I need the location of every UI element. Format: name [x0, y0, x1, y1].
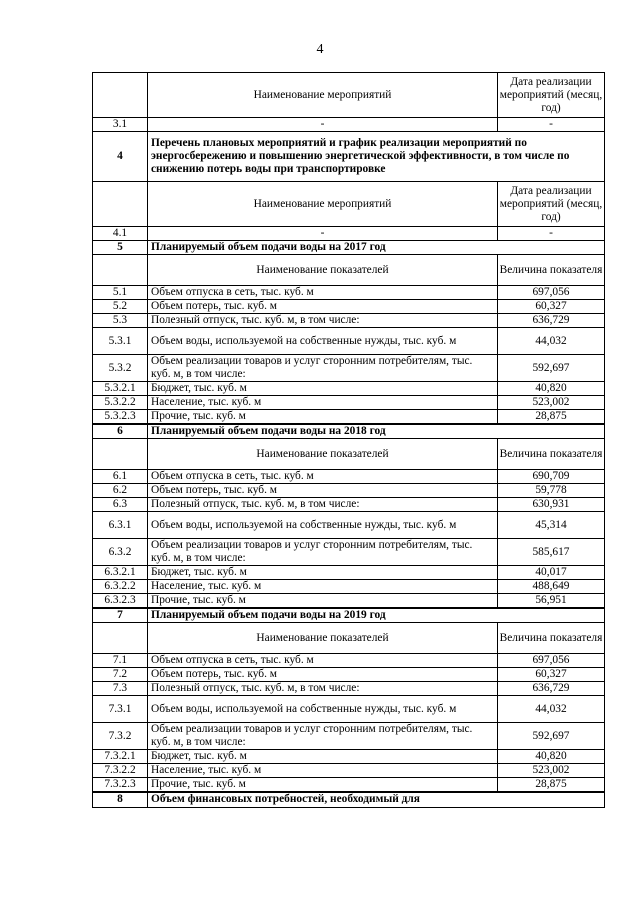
row-number: 5.3 — [93, 314, 148, 328]
table-row — [93, 118, 605, 132]
subheader-num-cell — [93, 182, 148, 227]
row-value: 636,729 — [498, 314, 605, 328]
header-name-cell: Наименование мероприятий — [148, 73, 498, 118]
row-number: 7.3 — [93, 682, 148, 696]
row-name: Объем потерь, тыс. куб. м — [148, 668, 498, 682]
section-title: Планируемый объем подачи воды на 2018 год — [148, 424, 605, 439]
row-value: 56,951 — [498, 594, 605, 609]
section-title: Объем финансовых потребностей, необходимый для — [148, 792, 605, 807]
table-row — [93, 410, 605, 425]
row-value: 690,709 — [498, 470, 605, 484]
section-number: 8 — [93, 792, 148, 807]
row-value: - — [498, 118, 605, 132]
row-value: 592,697 — [498, 355, 605, 382]
row-number: 7.3.2.3 — [93, 778, 148, 793]
table-row — [93, 355, 605, 382]
page-number: 4 — [316, 42, 324, 57]
row-name: - — [148, 118, 498, 132]
table-row — [93, 314, 605, 328]
table-row — [93, 668, 605, 682]
table-row — [93, 484, 605, 498]
table-row — [93, 696, 605, 723]
header-num-cell — [93, 73, 148, 118]
section-title-row — [93, 792, 605, 807]
row-value: 28,875 — [498, 410, 605, 425]
row-name: Объем воды, используемой на собственные нужды, тыс. куб. м — [148, 696, 498, 723]
row-number: 7.3.2.1 — [93, 750, 148, 764]
section-title: Перечень плановых мероприятий и график реализации мероприятий по энергосбережению и повышению энергетической эффективности, в том числе по снижению потерь воды при транспортировке — [148, 132, 605, 182]
row-number: 5.3.2 — [93, 355, 148, 382]
row-value: 40,820 — [498, 750, 605, 764]
row-value: 45,314 — [498, 512, 605, 539]
section-header-row — [93, 255, 605, 286]
row-name: Объем воды, используемой на собственные нужды, тыс. куб. м — [148, 328, 498, 355]
section-4-row — [93, 132, 605, 182]
row-value: 60,327 — [498, 668, 605, 682]
row-number: 5.3.2.3 — [93, 410, 148, 425]
row-number: 3.1 — [93, 118, 148, 132]
table-row — [93, 654, 605, 668]
table-row — [93, 227, 605, 241]
table-row — [93, 382, 605, 396]
table-row — [93, 539, 605, 566]
table-row — [93, 566, 605, 580]
subheader-row — [93, 182, 605, 227]
header-name-cell: Наименование показателей — [148, 623, 498, 654]
row-name: Прочие, тыс. куб. м — [148, 410, 498, 425]
section-title: Планируемый объем подачи воды на 2019 год — [148, 608, 605, 623]
subheader-date-cell: Дата реализации мероприятий (месяц, год) — [498, 182, 605, 227]
row-name: Население, тыс. куб. м — [148, 764, 498, 778]
header-name-cell: Наименование показателей — [148, 439, 498, 470]
table-row — [93, 750, 605, 764]
row-name: Объем воды, используемой на собственные нужды, тыс. куб. м — [148, 512, 498, 539]
section-title-row — [93, 241, 605, 255]
section-number: 5 — [93, 241, 148, 255]
table-row — [93, 328, 605, 355]
table-row — [93, 470, 605, 484]
section-number: 4 — [93, 132, 148, 182]
row-value: - — [498, 227, 605, 241]
row-number: 6.3.2 — [93, 539, 148, 566]
row-number: 6.3 — [93, 498, 148, 512]
row-value: 585,617 — [498, 539, 605, 566]
table-row — [93, 594, 605, 609]
table-row — [93, 286, 605, 300]
row-value: 28,875 — [498, 778, 605, 793]
row-number: 6.3.2.2 — [93, 580, 148, 594]
row-name: Прочие, тыс. куб. м — [148, 594, 498, 609]
row-name: Прочие, тыс. куб. м — [148, 778, 498, 793]
row-number: 5.3.2.1 — [93, 382, 148, 396]
row-name: Объем отпуска в сеть, тыс. куб. м — [148, 654, 498, 668]
section-header-row — [93, 623, 605, 654]
table-row — [93, 512, 605, 539]
row-name: Объем реализации товаров и услуг сторонним потребителям, тыс. куб. м, в том числе: — [148, 355, 498, 382]
table-row — [93, 682, 605, 696]
table-row — [93, 723, 605, 750]
table-header-row — [93, 73, 605, 118]
row-value: 60,327 — [498, 300, 605, 314]
row-number: 6.2 — [93, 484, 148, 498]
row-number: 4.1 — [93, 227, 148, 241]
table-row — [93, 764, 605, 778]
row-name: Объем потерь, тыс. куб. м — [148, 484, 498, 498]
row-value: 523,002 — [498, 764, 605, 778]
section-title-row — [93, 608, 605, 623]
row-number: 6.3.2.3 — [93, 594, 148, 609]
row-value: 40,017 — [498, 566, 605, 580]
row-name: Полезный отпуск, тыс. куб. м, в том числе: — [148, 314, 498, 328]
document-table — [92, 72, 605, 808]
row-value: 44,032 — [498, 696, 605, 723]
row-number: 5.1 — [93, 286, 148, 300]
row-value: 697,056 — [498, 654, 605, 668]
row-number: 7.1 — [93, 654, 148, 668]
header-value-cell: Величина показателя — [498, 255, 605, 286]
row-name: Объем отпуска в сеть, тыс. куб. м — [148, 286, 498, 300]
header-num-cell — [93, 255, 148, 286]
row-number: 7.3.2.2 — [93, 764, 148, 778]
row-name: Полезный отпуск, тыс. куб. м, в том числе: — [148, 498, 498, 512]
table-row — [93, 580, 605, 594]
row-number: 7.3.1 — [93, 696, 148, 723]
header-name-cell: Наименование показателей — [148, 255, 498, 286]
row-value: 59,778 — [498, 484, 605, 498]
section-number: 7 — [93, 608, 148, 623]
row-value: 40,820 — [498, 382, 605, 396]
section-title-row — [93, 424, 605, 439]
row-value: 630,931 — [498, 498, 605, 512]
table-row — [93, 498, 605, 512]
row-name: Население, тыс. куб. м — [148, 396, 498, 410]
row-name: Объем реализации товаров и услуг сторонним потребителям, тыс. куб. м, в том числе: — [148, 723, 498, 750]
subheader-name-cell: Наименование мероприятий — [148, 182, 498, 227]
table-row — [93, 300, 605, 314]
row-name: Бюджет, тыс. куб. м — [148, 566, 498, 580]
section-number: 6 — [93, 424, 148, 439]
row-number: 6.1 — [93, 470, 148, 484]
row-number: 5.3.2.2 — [93, 396, 148, 410]
row-name: Бюджет, тыс. куб. м — [148, 750, 498, 764]
row-value: 523,002 — [498, 396, 605, 410]
table-row — [93, 396, 605, 410]
row-value: 697,056 — [498, 286, 605, 300]
row-name: Полезный отпуск, тыс. куб. м, в том числе: — [148, 682, 498, 696]
header-num-cell — [93, 439, 148, 470]
row-name: Объем потерь, тыс. куб. м — [148, 300, 498, 314]
row-number: 5.2 — [93, 300, 148, 314]
header-value-cell: Величина показателя — [498, 439, 605, 470]
row-number: 6.3.1 — [93, 512, 148, 539]
section-title: Планируемый объем подачи воды на 2017 год — [148, 241, 605, 255]
row-name: - — [148, 227, 498, 241]
header-num-cell — [93, 623, 148, 654]
row-value: 488,649 — [498, 580, 605, 594]
header-value-cell: Величина показателя — [498, 623, 605, 654]
section-header-row — [93, 439, 605, 470]
row-name: Население, тыс. куб. м — [148, 580, 498, 594]
row-number: 7.2 — [93, 668, 148, 682]
row-number: 6.3.2.1 — [93, 566, 148, 580]
row-name: Объем реализации товаров и услуг сторонним потребителям, тыс. куб. м, в том числе: — [148, 539, 498, 566]
row-number: 5.3.1 — [93, 328, 148, 355]
row-value: 592,697 — [498, 723, 605, 750]
row-value: 44,032 — [498, 328, 605, 355]
table-row — [93, 778, 605, 793]
row-number: 7.3.2 — [93, 723, 148, 750]
row-name: Объем отпуска в сеть, тыс. куб. м — [148, 470, 498, 484]
header-date-cell: Дата реализации мероприятий (месяц, год) — [498, 73, 605, 118]
row-value: 636,729 — [498, 682, 605, 696]
table-body — [93, 73, 605, 808]
row-name: Бюджет, тыс. куб. м — [148, 382, 498, 396]
